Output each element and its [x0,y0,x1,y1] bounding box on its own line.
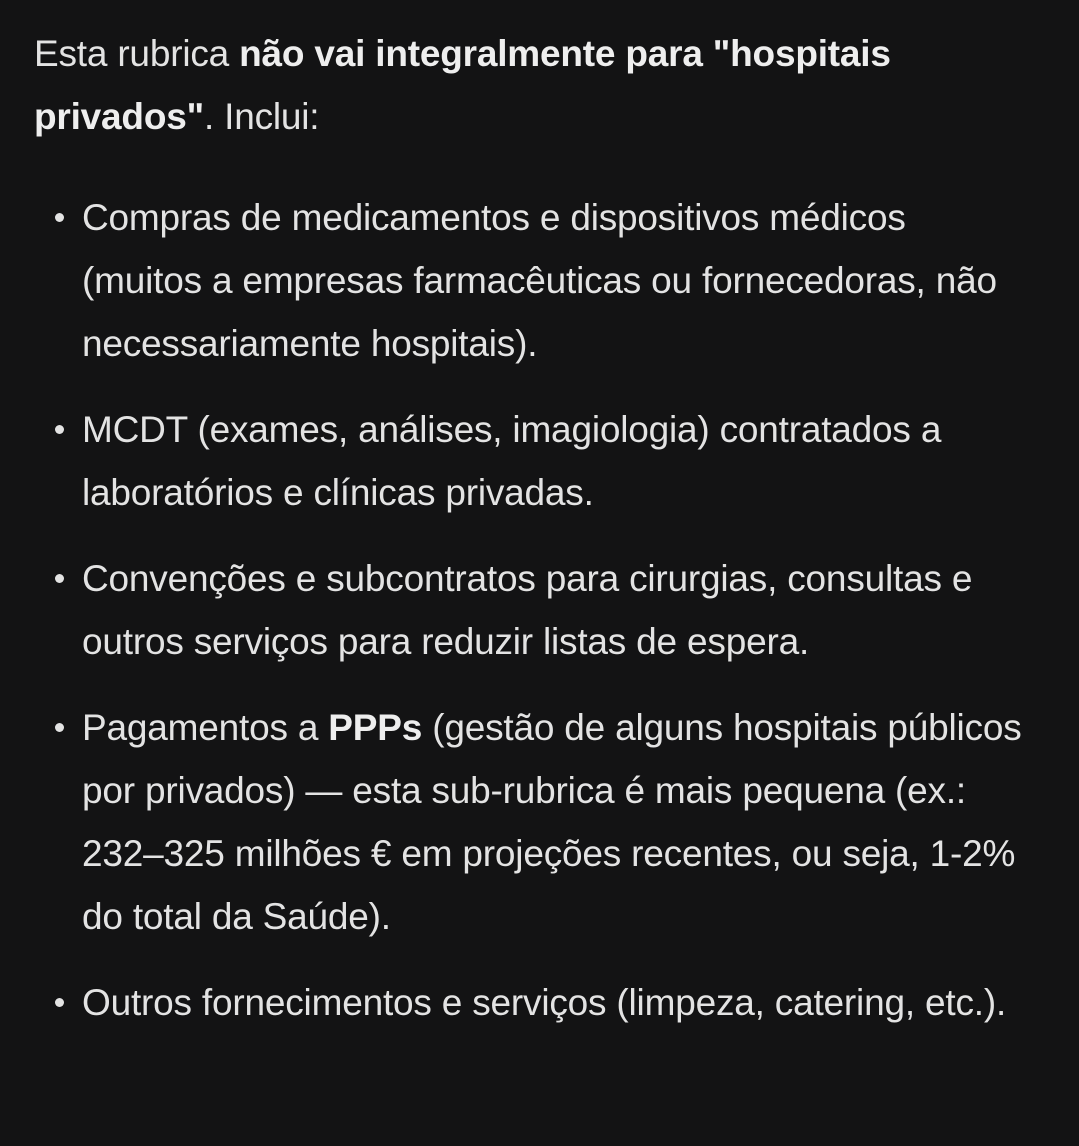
bullet-icon [55,998,64,1007]
list-item [34,398,1034,524]
list-item-text: Compras de medicamentos e dispositivos médicos (muitos a empresas farmacêuticas ou fornecedoras, não necessariamente hospitais). [82,197,997,364]
intro-prefix: Esta rubrica [34,33,240,74]
list-item [34,971,1034,1034]
list-item-text: MCDT (exames, análises, imagiologia) contratados a laboratórios e clínicas privadas. [82,409,942,513]
list-item-prefix: Pagamentos a [82,707,329,748]
intro-suffix: . Inclui: [203,96,320,137]
list-item-bold: PPPs [328,707,423,748]
list-item [34,696,1034,948]
list-item-text: Outros fornecimentos e serviços (limpeza, catering, etc.). [82,982,1007,1023]
list-item [34,547,1034,673]
bullet-list [34,186,1079,1034]
list-item [34,186,1034,375]
bullet-icon [55,213,64,222]
list-item-text: Convenções e subcontratos para cirurgias, consultas e outros serviços para reduzir listas de espera. [82,558,973,662]
intro-bold: não vai integralmente para "hospitais privados" [34,33,891,137]
bullet-icon [55,425,64,434]
bullet-icon [55,723,64,732]
intro-paragraph [34,22,1054,148]
bullet-icon [55,574,64,583]
list-item-suffix: (gestão de alguns hospitais públicos por privados) — esta sub-rubrica é mais pequena (ex.: 232–325 milhões € em projeções recentes, ou seja, 1-2% do total da Saúde). [82,707,1022,937]
